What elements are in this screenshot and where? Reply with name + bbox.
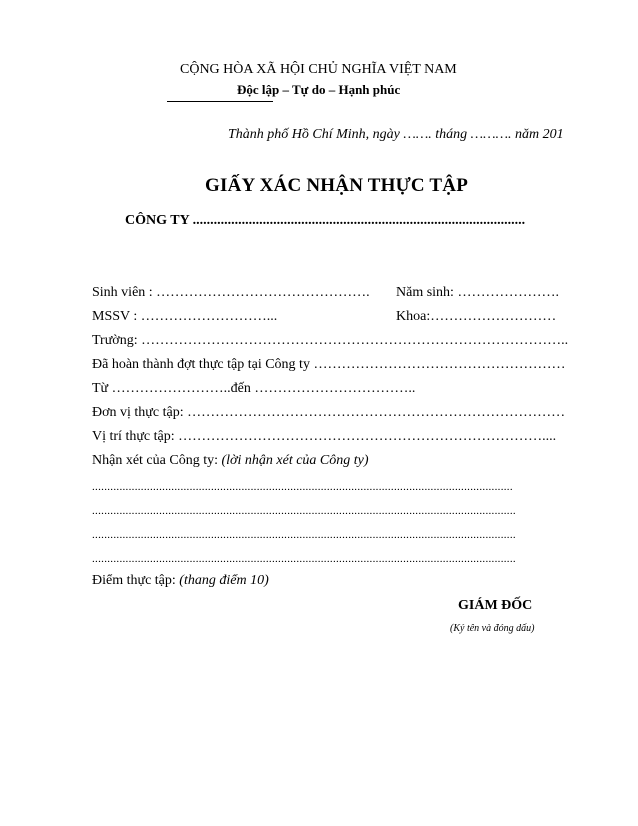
signature-title: GIÁM ĐỐC <box>458 598 533 613</box>
comment-hint: (lời nhận xét của Công ty) <box>221 453 369 468</box>
comment-label: Nhận xét của Công ty: <box>92 453 222 468</box>
national-title: CỘNG HÒA XÃ HỘI CHỦ NGHĨA VIỆT NAM <box>180 62 457 77</box>
comment-line-4: ........................................................................................................................................... <box>92 553 516 565</box>
comment-label-line <box>92 453 369 469</box>
school-field: Trường: ……………………………………………………………………………….. <box>92 333 569 348</box>
comment-line-1: .......................................................................................................................................... <box>92 481 513 493</box>
comment-line-3: ........................................................................................................................................... <box>92 529 516 541</box>
place-date: Thành phố Hồ Chí Minh, ngày ……. tháng ………. năm 201 <box>228 127 564 142</box>
period-field: Từ ……………………..đến …………………………….. <box>92 381 416 396</box>
comment-line-2: ........................................................................................................................................... <box>92 505 516 517</box>
score-line <box>92 573 269 589</box>
score-hint: (thang điểm 10) <box>179 573 269 588</box>
student-name-field: Sinh viên : ………………………………………. <box>92 285 370 300</box>
motto: Độc lập – Tự do – Hạnh phúc <box>237 82 401 97</box>
student-id-field: MSSV : ………………………... <box>92 309 278 324</box>
unit-field: Đơn vị thực tập: ……………………………………………………………………… <box>92 405 566 420</box>
document-title: GIẤY XÁC NHẬN THỰC TẬP <box>205 175 469 196</box>
score-label: Điểm thực tập: <box>92 573 180 588</box>
header-underline <box>167 101 273 102</box>
completed-field: Đã hoàn thành đợt thực tập tại Công ty ……………………………………………… <box>92 357 566 372</box>
position-field: Vị trí thực tập: …………………………………………………………………….... <box>92 429 557 444</box>
birth-year-field: Năm sinh: …………………. <box>396 285 559 300</box>
faculty-field: Khoa:……………………… <box>396 309 557 324</box>
signature-note: (Ký tên và đóng dấu) <box>450 623 535 634</box>
company-line: CÔNG TY ............................................................................................... <box>125 213 526 228</box>
